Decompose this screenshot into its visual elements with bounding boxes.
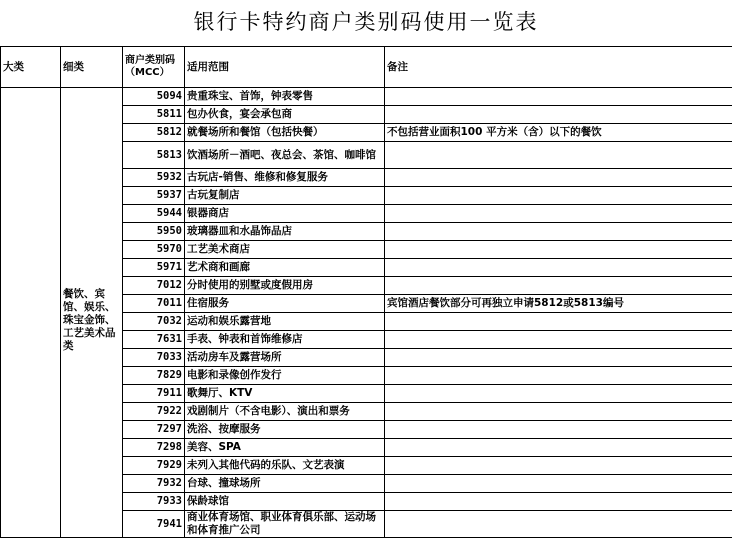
scope-cell: 分时使用的别墅或度假用房 [185, 277, 385, 295]
note-cell: 不包括营业面积100 平方米（含）以下的餐饮 [385, 124, 732, 142]
note-cell [385, 313, 732, 331]
note-cell [385, 205, 732, 223]
header-mcc: 商户类别码（MCC） [123, 47, 185, 88]
mcc-code-cell: 5944 [123, 205, 185, 223]
note-cell [385, 475, 732, 493]
mcc-code-cell: 7297 [123, 421, 185, 439]
scope-cell: 保龄球馆 [185, 493, 385, 511]
mcc-code-cell: 5811 [123, 106, 185, 124]
note-cell [385, 259, 732, 277]
note-cell [385, 241, 732, 259]
scope-cell: 艺术商和画廊 [185, 259, 385, 277]
note-cell [385, 493, 732, 511]
mcc-code-cell: 5937 [123, 187, 185, 205]
note-cell [385, 511, 732, 538]
mcc-code-cell: 5970 [123, 241, 185, 259]
note-cell [385, 457, 732, 475]
note-cell [385, 385, 732, 403]
header-major-category: 大类 [1, 47, 61, 88]
mcc-code-cell: 7829 [123, 367, 185, 385]
mcc-code-cell: 5950 [123, 223, 185, 241]
table-row [1, 88, 732, 106]
note-cell [385, 403, 732, 421]
scope-cell: 饮酒场所－酒吧、夜总会、茶馆、咖啡馆 [185, 142, 385, 169]
mcc-code-cell: 7298 [123, 439, 185, 457]
scope-cell: 就餐场所和餐馆（包括快餐） [185, 124, 385, 142]
scope-cell: 歌舞厅、KTV [185, 385, 385, 403]
note-cell [385, 187, 732, 205]
minor-category-cell: 餐饮、宾馆、娱乐、珠宝金饰、工艺美术品类 [61, 88, 123, 538]
mcc-code-cell: 7032 [123, 313, 185, 331]
mcc-code-cell: 5812 [123, 124, 185, 142]
major-category-cell [1, 88, 61, 538]
scope-cell: 戏剧制片（不含电影）、演出和票务 [185, 403, 385, 421]
scope-cell: 银器商店 [185, 205, 385, 223]
note-cell [385, 349, 732, 367]
mcc-table [0, 46, 732, 538]
scope-cell: 美容、SPA [185, 439, 385, 457]
mcc-code-cell: 5813 [123, 142, 185, 169]
note-cell [385, 331, 732, 349]
mcc-code-cell: 7631 [123, 331, 185, 349]
note-cell [385, 439, 732, 457]
mcc-code-cell: 7922 [123, 403, 185, 421]
document-title: 银行卡特约商户类别码使用一览表 [0, 6, 732, 36]
scope-cell: 未列入其他代码的乐队、文艺表演 [185, 457, 385, 475]
note-cell [385, 142, 732, 169]
scope-cell: 工艺美术商店 [185, 241, 385, 259]
header-minor-category: 细类 [61, 47, 123, 88]
mcc-code-cell: 7933 [123, 493, 185, 511]
scope-cell: 古玩店-销售、维修和修复服务 [185, 169, 385, 187]
mcc-code-cell: 7932 [123, 475, 185, 493]
mcc-code-cell: 5932 [123, 169, 185, 187]
mcc-table-sheet [0, 46, 732, 538]
scope-cell: 手表、钟表和首饰维修店 [185, 331, 385, 349]
mcc-code-cell: 7012 [123, 277, 185, 295]
scope-cell: 商业体育场馆、职业体育俱乐部、运动场和体育推广公司 [185, 511, 385, 538]
mcc-code-cell: 5971 [123, 259, 185, 277]
note-cell: 宾馆酒店餐饮部分可再独立申请5812或5813编号 [385, 295, 732, 313]
mcc-code-cell: 7929 [123, 457, 185, 475]
scope-cell: 洗浴、按摩服务 [185, 421, 385, 439]
scope-cell: 运动和娱乐露营地 [185, 313, 385, 331]
mcc-code-cell: 7033 [123, 349, 185, 367]
note-cell [385, 277, 732, 295]
note-cell [385, 106, 732, 124]
header-note: 备注 [385, 47, 732, 88]
scope-cell: 玻璃器皿和水晶饰品店 [185, 223, 385, 241]
scope-cell: 包办伙食，宴会承包商 [185, 106, 385, 124]
scope-cell: 贵重珠宝、首饰，钟表零售 [185, 88, 385, 106]
note-cell [385, 169, 732, 187]
mcc-code-cell: 7911 [123, 385, 185, 403]
scope-cell: 电影和录像创作发行 [185, 367, 385, 385]
mcc-code-cell: 7941 [123, 511, 185, 538]
note-cell [385, 421, 732, 439]
note-cell [385, 367, 732, 385]
scope-cell: 住宿服务 [185, 295, 385, 313]
scope-cell: 台球、撞球场所 [185, 475, 385, 493]
mcc-code-cell: 7011 [123, 295, 185, 313]
header-scope: 适用范围 [185, 47, 385, 88]
note-cell [385, 223, 732, 241]
mcc-code-cell: 5094 [123, 88, 185, 106]
note-cell [385, 88, 732, 106]
scope-cell: 活动房车及露营场所 [185, 349, 385, 367]
table-header-row [1, 47, 732, 88]
scope-cell: 古玩复制店 [185, 187, 385, 205]
